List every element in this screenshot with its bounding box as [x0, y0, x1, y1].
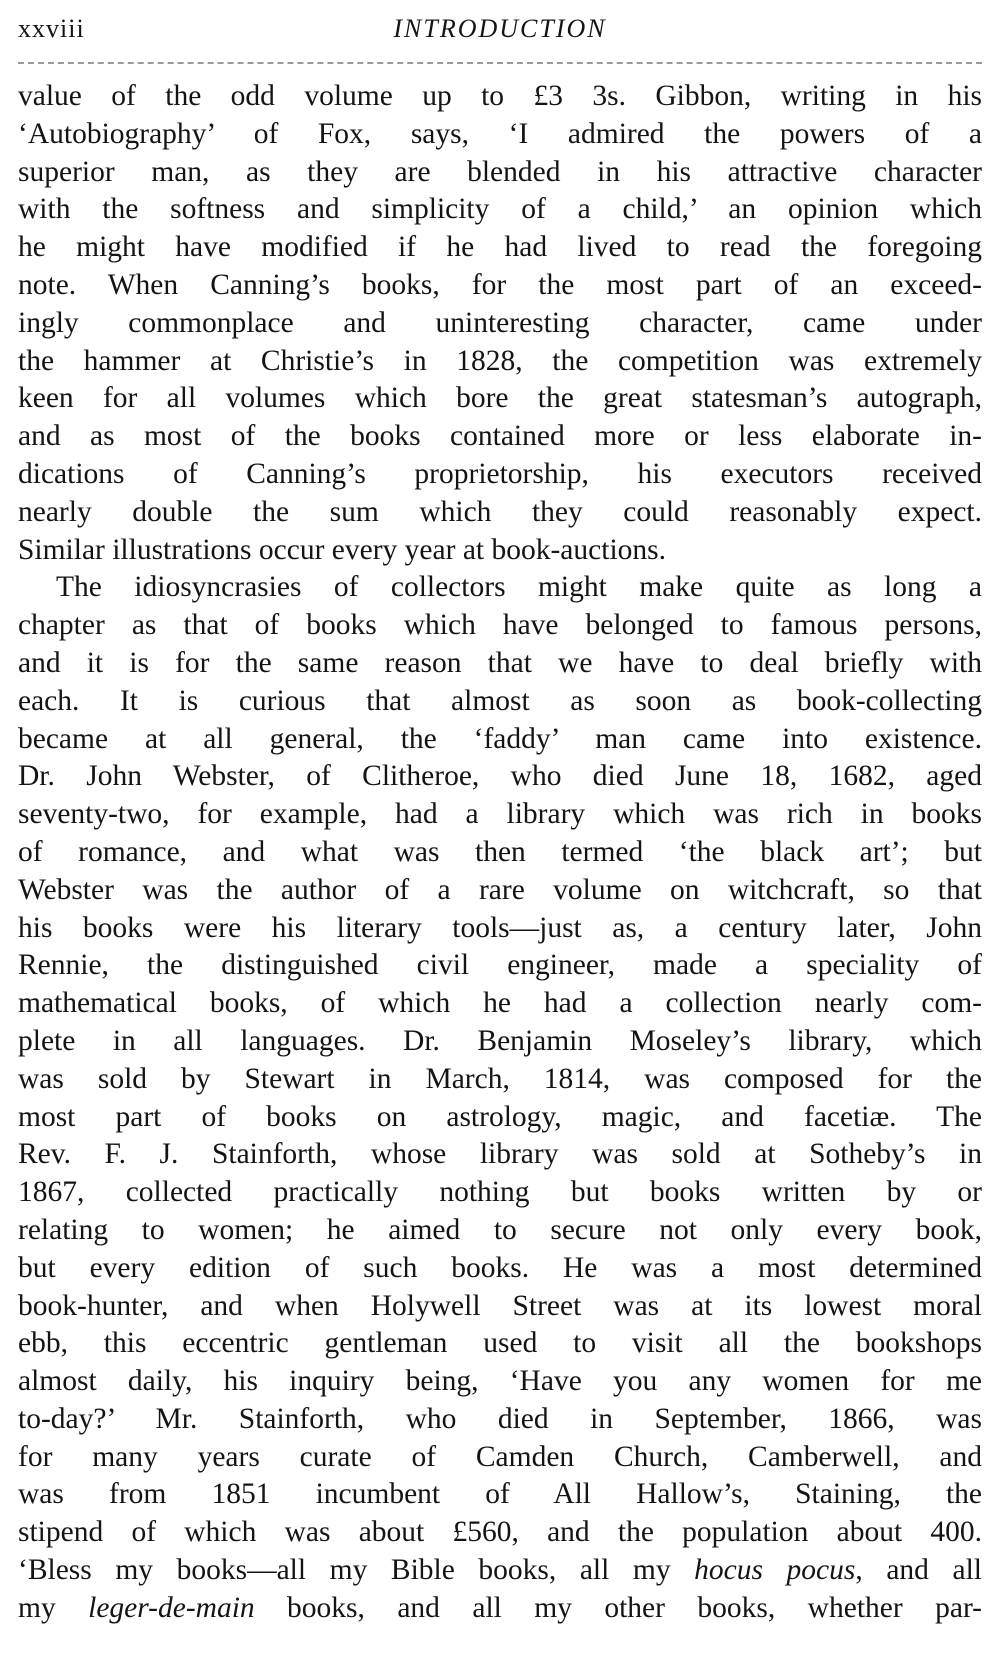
- text-line: almost daily, his inquiry being, ‘Have you any women for me: [18, 1365, 982, 1398]
- text-line: each. It is curious that almost as soon as book-collecting: [18, 684, 982, 717]
- text-line: seventy-two, for example, had a library which was rich in books: [18, 798, 982, 831]
- text-line: Similar illustrations occur every year at book-auctions.: [18, 533, 666, 566]
- text-line: and as most of the books contained more or less elaborate in-: [18, 420, 982, 453]
- text-line: note. When Canning’s books, for the most part of an exceed-: [18, 268, 982, 301]
- text-line: 1867, collected practically nothing but books written by or: [18, 1176, 982, 1209]
- text-line: with the softness and simplicity of a child,’ an opinion which: [18, 193, 982, 226]
- text-line: and it is for the same reason that we have to deal briefly with: [18, 646, 982, 679]
- text-line: ‘Autobiography’ of Fox, says, ‘I admired the powers of a: [18, 117, 982, 150]
- text-line: Webster was the author of a rare volume on witchcraft, so that: [18, 873, 982, 906]
- text-line: keen for all volumes which bore the great statesman’s autograph,: [18, 382, 982, 415]
- text-line: relating to women; he aimed to secure not only every book,: [18, 1213, 982, 1246]
- text-line: his books were his literary tools—just as, a century later, John: [18, 911, 982, 944]
- text-line: he might have modified if he had lived to read the foregoing: [18, 231, 982, 264]
- text-segment: ‘Bless my books—all my Bible books, all my: [18, 1554, 695, 1587]
- text-line: for many years curate of Camden Church, Camberwell, and: [18, 1440, 982, 1473]
- text-line: nearly double the sum which they could reasonably expect.: [18, 495, 982, 528]
- text-line: dications of Canning’s proprietorship, his executors received: [18, 457, 982, 490]
- text-segment: books, and all my other books, whether par-: [254, 1591, 982, 1624]
- text-line: [18, 1590, 982, 1628]
- page-number: xxviii: [18, 14, 85, 43]
- text-line: ebb, this eccentric gentleman used to visit all the bookshops: [18, 1327, 982, 1360]
- text-segment: , and all: [855, 1554, 982, 1587]
- running-head: INTRODUCTION: [393, 14, 607, 43]
- body-text: [18, 78, 982, 1628]
- text-line: of romance, and what was then termed ‘the black art’; but: [18, 835, 982, 868]
- text-line: mathematical books, of which he had a collection nearly com-: [18, 987, 982, 1020]
- text-line: was from 1851 incumbent of All Hallow’s, Staining, the: [18, 1478, 982, 1511]
- text-line: ingly commonplace and uninteresting character, came under: [18, 306, 982, 339]
- text-line: Dr. John Webster, of Clitheroe, who died June 18, 1682, aged: [18, 760, 982, 793]
- text-line: book-hunter, and when Holywell Street was at its lowest moral: [18, 1289, 982, 1322]
- text-line: was sold by Stewart in March, 1814, was composed for the: [18, 1062, 982, 1095]
- text-line: superior man, as they are blended in his attractive character: [18, 155, 982, 188]
- text-line: The idiosyncrasies of collectors might make quite as long a: [56, 571, 982, 604]
- text-line: but every edition of such books. He was a most determined: [18, 1251, 982, 1284]
- text-line: the hammer at Christie’s in 1828, the competition was extremely: [18, 344, 982, 377]
- text-line: value of the odd volume up to £3 3s. Gibbon, writing in his: [18, 80, 982, 112]
- text-line: most part of books on astrology, magic, and facetiæ. The: [18, 1100, 982, 1133]
- italic-phrase: hocus pocus: [694, 1554, 856, 1587]
- text-line: chapter as that of books which have belonged to famous persons,: [18, 609, 982, 642]
- text-line: plete in all languages. Dr. Benjamin Moseley’s library, which: [18, 1024, 982, 1057]
- text-line: to-day?’ Mr. Stainforth, who died in September, 1866, was: [18, 1402, 982, 1435]
- text-line: Rennie, the distinguished civil engineer, made a speciality of: [18, 949, 982, 982]
- header-rule: [18, 62, 982, 64]
- page-header: [18, 10, 982, 54]
- italic-phrase: leger-de-main: [88, 1591, 255, 1624]
- text-line: [18, 1552, 982, 1590]
- text-line: became at all general, the ‘faddy’ man came into existence.: [18, 722, 982, 755]
- text-line: stipend of which was about £560, and the population about 400.: [18, 1516, 982, 1549]
- text-segment: my: [18, 1591, 89, 1624]
- text-line: Rev. F. J. Stainforth, whose library was sold at Sotheby’s in: [18, 1138, 982, 1171]
